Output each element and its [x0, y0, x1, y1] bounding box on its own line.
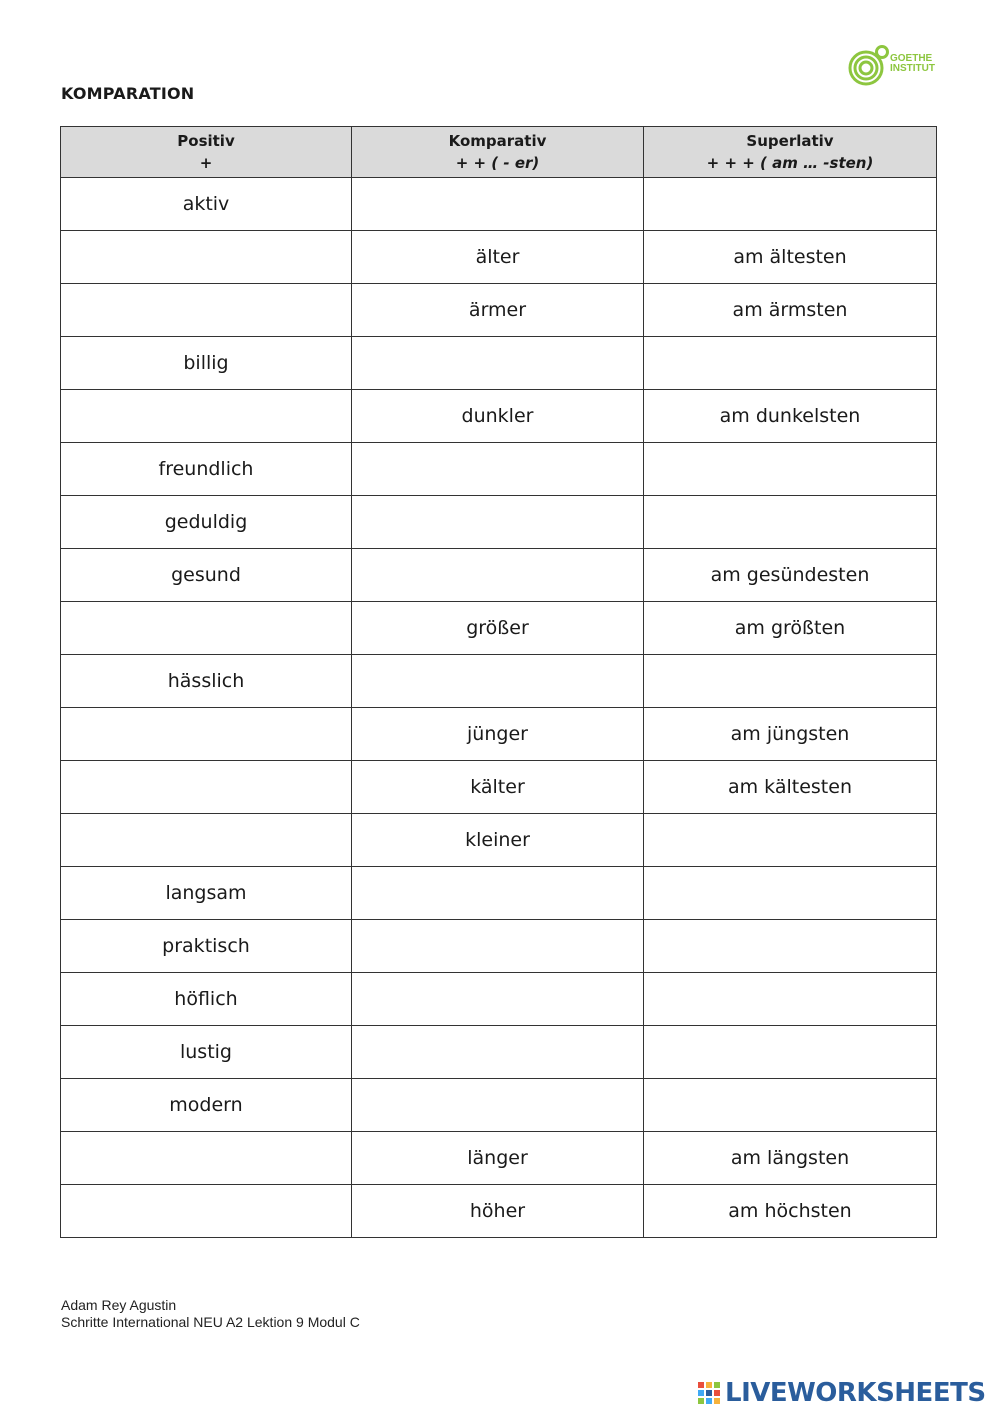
- cell-komparativ: länger: [352, 1132, 644, 1185]
- comparison-table: [60, 126, 937, 1238]
- cell-komparativ[interactable]: [352, 1079, 644, 1132]
- cell-komparativ[interactable]: [352, 549, 644, 602]
- cell-superlativ: am kältesten: [644, 761, 937, 814]
- cell-komparativ[interactable]: [352, 920, 644, 973]
- table-row: [61, 1079, 937, 1132]
- cell-superlativ[interactable]: [644, 867, 937, 920]
- cell-positiv[interactable]: [61, 814, 352, 867]
- cell-komparativ[interactable]: [352, 867, 644, 920]
- cell-superlativ: am gesündesten: [644, 549, 937, 602]
- table-row: [61, 337, 937, 390]
- table-row: [61, 655, 937, 708]
- cell-positiv[interactable]: [61, 231, 352, 284]
- table-row: [61, 867, 937, 920]
- cell-komparativ: älter: [352, 231, 644, 284]
- cell-superlativ[interactable]: [644, 496, 937, 549]
- cell-positiv: praktisch: [61, 920, 352, 973]
- cell-superlativ: am dunkelsten: [644, 390, 937, 443]
- cell-positiv[interactable]: [61, 602, 352, 655]
- cell-superlativ[interactable]: [644, 1079, 937, 1132]
- cell-superlativ: am höchsten: [644, 1185, 937, 1238]
- cell-komparativ[interactable]: [352, 337, 644, 390]
- cell-komparativ: jünger: [352, 708, 644, 761]
- header-komparativ: Komparativ + + ( - er): [352, 127, 644, 178]
- table-row: [61, 549, 937, 602]
- cell-superlativ: am ältesten: [644, 231, 937, 284]
- table-row: [61, 496, 937, 549]
- header-superlativ: Superlativ + + + ( am … -sten): [644, 127, 937, 178]
- cell-positiv[interactable]: [61, 390, 352, 443]
- cell-superlativ[interactable]: [644, 655, 937, 708]
- goethe-institut-logo: [846, 44, 946, 90]
- cell-superlativ[interactable]: [644, 178, 937, 231]
- cell-superlativ[interactable]: [644, 1026, 937, 1079]
- cell-superlativ[interactable]: [644, 920, 937, 973]
- cell-komparativ: höher: [352, 1185, 644, 1238]
- cell-positiv: höflich: [61, 973, 352, 1026]
- cell-komparativ[interactable]: [352, 655, 644, 708]
- cell-positiv: aktiv: [61, 178, 352, 231]
- cell-superlativ: am längsten: [644, 1132, 937, 1185]
- liveworksheets-icon: [697, 1381, 721, 1405]
- cell-positiv[interactable]: [61, 284, 352, 337]
- cell-positiv: gesund: [61, 549, 352, 602]
- cell-superlativ: am größten: [644, 602, 937, 655]
- logo-text: GOETHE INSTITUT: [890, 53, 935, 74]
- cell-komparativ[interactable]: [352, 443, 644, 496]
- cell-superlativ: am jüngsten: [644, 708, 937, 761]
- cell-komparativ: ärmer: [352, 284, 644, 337]
- cell-superlativ[interactable]: [644, 337, 937, 390]
- table-row: [61, 1132, 937, 1185]
- cell-komparativ: kleiner: [352, 814, 644, 867]
- cell-positiv: lustig: [61, 1026, 352, 1079]
- table-row: [61, 814, 937, 867]
- table-row: [61, 178, 937, 231]
- cell-superlativ: am ärmsten: [644, 284, 937, 337]
- table-row: [61, 761, 937, 814]
- watermark-text: LIVEWORKSHEETS: [725, 1378, 986, 1408]
- table-row: [61, 443, 937, 496]
- footer: [61, 1297, 360, 1331]
- cell-positiv[interactable]: [61, 1185, 352, 1238]
- table-row: [61, 708, 937, 761]
- table-row: [61, 602, 937, 655]
- cell-positiv: hässlich: [61, 655, 352, 708]
- liveworksheets-watermark: [697, 1378, 997, 1408]
- cell-komparativ: dunkler: [352, 390, 644, 443]
- footer-author: Adam Rey Agustin: [61, 1297, 177, 1313]
- cell-komparativ[interactable]: [352, 1026, 644, 1079]
- cell-superlativ[interactable]: [644, 814, 937, 867]
- cell-komparativ[interactable]: [352, 496, 644, 549]
- cell-positiv: geduldig: [61, 496, 352, 549]
- table-row: [61, 973, 937, 1026]
- cell-superlativ[interactable]: [644, 443, 937, 496]
- table-row: [61, 1185, 937, 1238]
- cell-komparativ: kälter: [352, 761, 644, 814]
- cell-positiv: freundlich: [61, 443, 352, 496]
- table-row: [61, 231, 937, 284]
- cell-positiv[interactable]: [61, 1132, 352, 1185]
- header-positiv: Positiv +: [61, 127, 352, 178]
- table-row: [61, 390, 937, 443]
- cell-positiv: modern: [61, 1079, 352, 1132]
- cell-superlativ[interactable]: [644, 973, 937, 1026]
- table-header-row: [61, 127, 937, 178]
- cell-komparativ: größer: [352, 602, 644, 655]
- cell-komparativ[interactable]: [352, 973, 644, 1026]
- cell-positiv: langsam: [61, 867, 352, 920]
- cell-positiv[interactable]: [61, 708, 352, 761]
- cell-positiv: billig: [61, 337, 352, 390]
- table-row: [61, 1026, 937, 1079]
- footer-source: Schritte International NEU A2 Lektion 9 Modul C: [61, 1314, 360, 1330]
- table-row: [61, 920, 937, 973]
- table-row: [61, 284, 937, 337]
- page-title: KOMPARATION: [61, 84, 195, 103]
- cell-komparativ[interactable]: [352, 178, 644, 231]
- cell-positiv[interactable]: [61, 761, 352, 814]
- goethe-logo-icon: [846, 44, 890, 88]
